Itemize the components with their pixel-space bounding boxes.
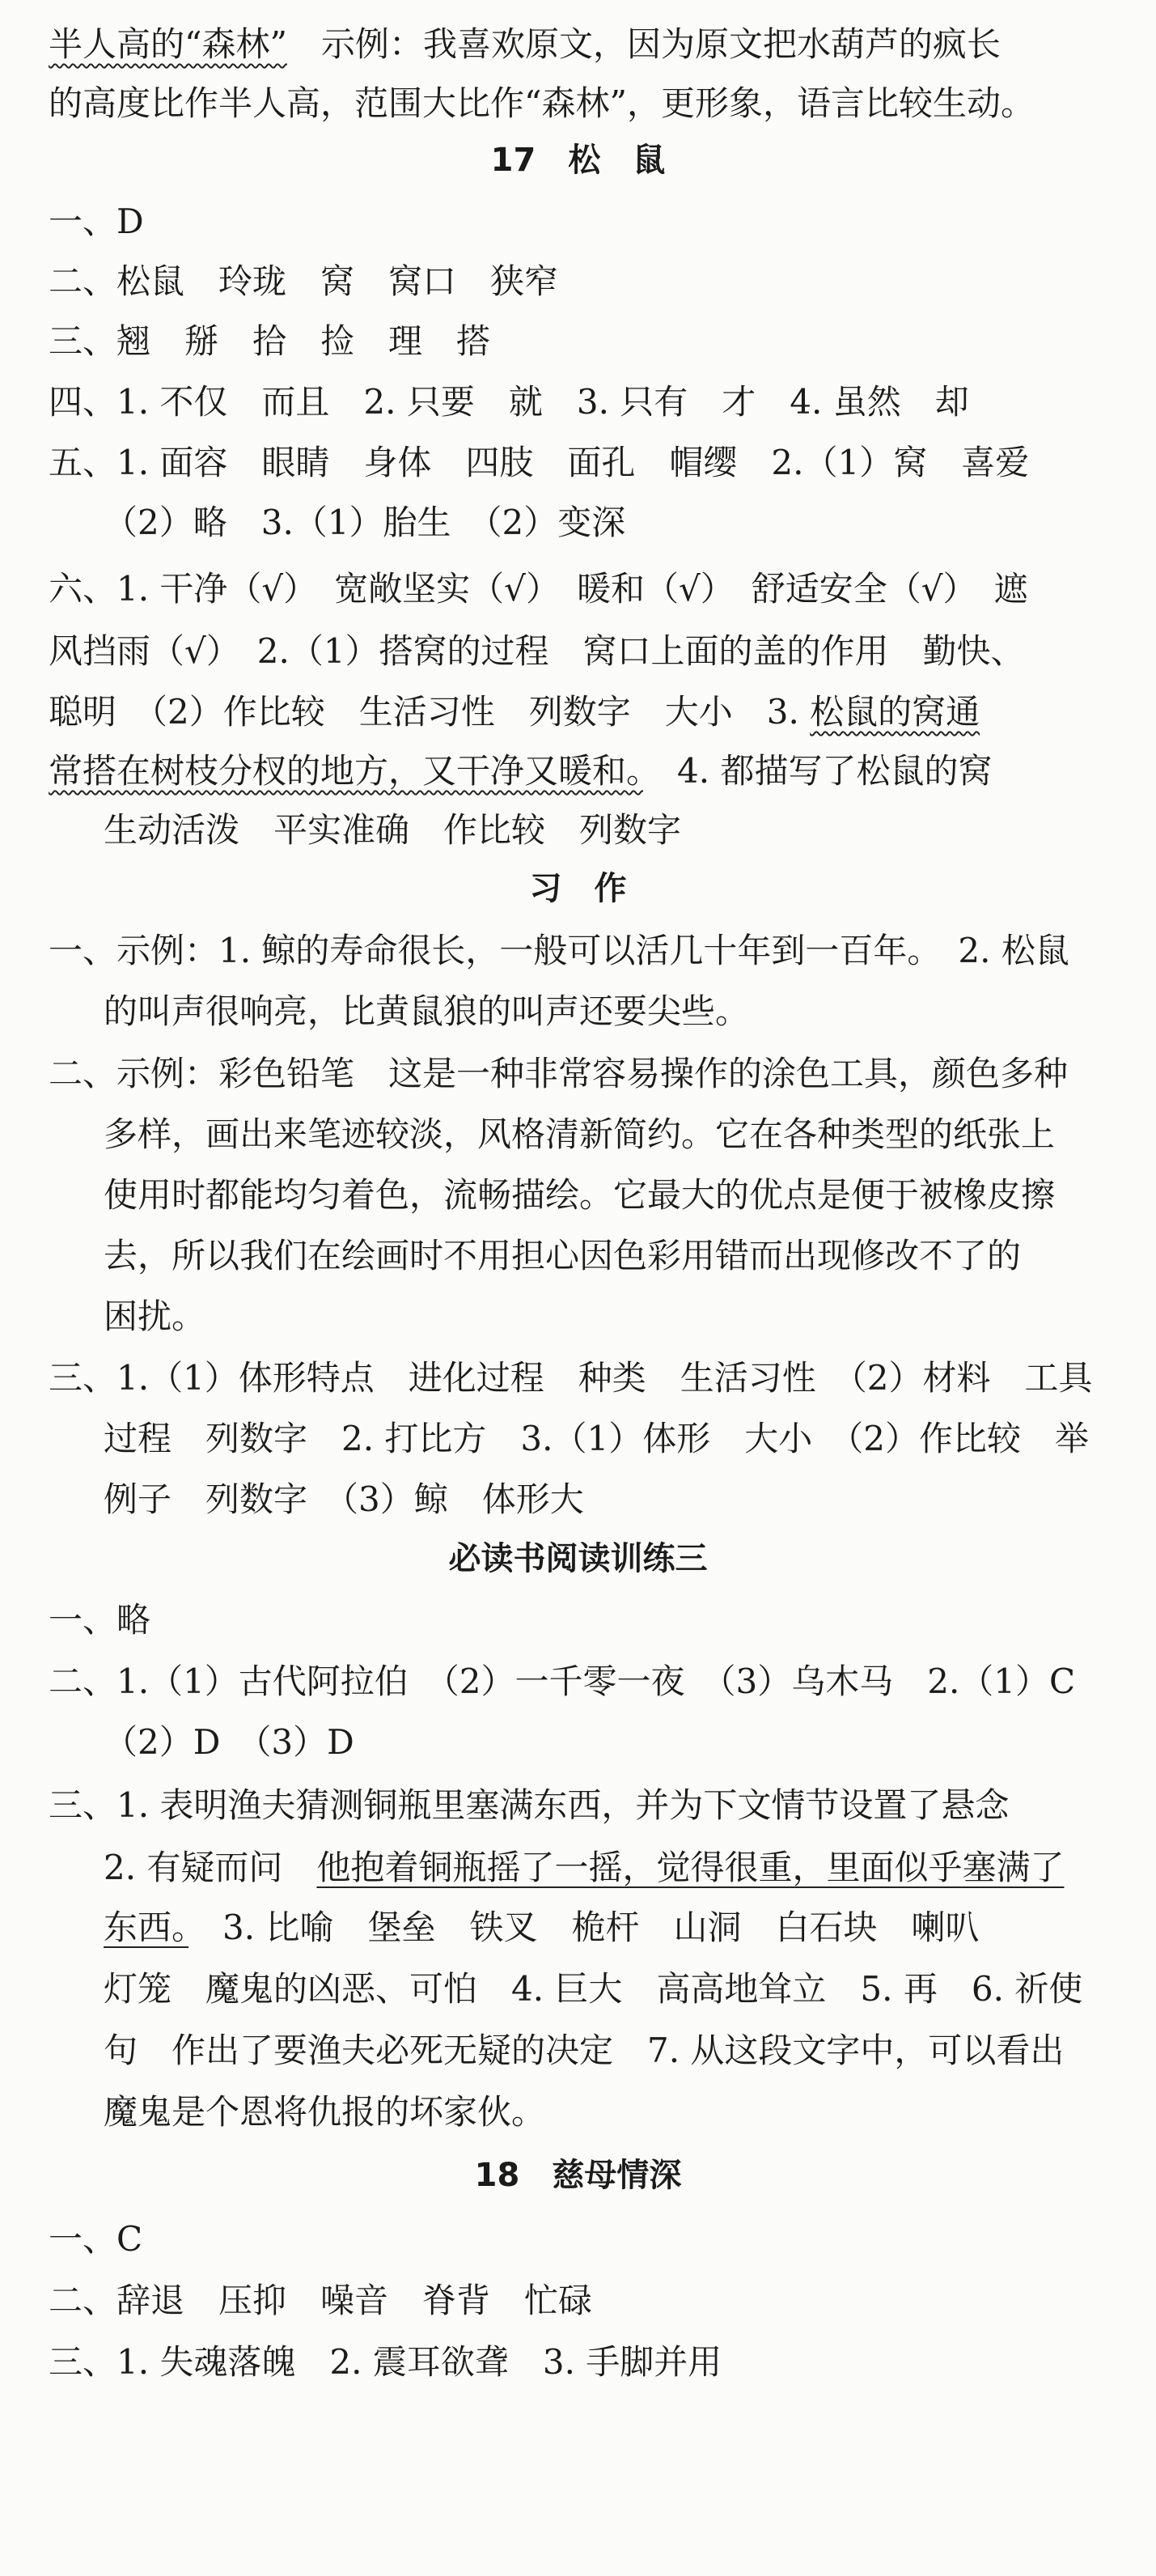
text-line: 六、1. 干净（√） 宽敞坚实（√） 暖和（√） 舒适安全（√） 遮 [49, 569, 1028, 609]
text-line: 风挡雨（√） 2.（1）搭窝的过程 窝口上面的盖的作用 勤快、 [49, 631, 1025, 671]
text-line: 2. 有疑而问 他抱着铜瓶摇了一摇，觉得很重，里面似乎塞满了 [104, 1848, 1065, 1887]
section-title: 习 作 [529, 870, 627, 907]
text-line: 二、辞退 压抑 噪音 脊背 忙碌 [49, 2281, 593, 2320]
section-title: 18 慈母情深 [474, 2157, 682, 2194]
text-line: 困扰。 [104, 1296, 206, 1336]
text-line: 东西。 3. 比喻 堡垒 铁叉 桅杆 山洞 白石块 喇叭 [104, 1908, 980, 1947]
wavy-underlined-quote: 半人高的“森林” [49, 24, 287, 64]
text-line: 生动活泼 平实准确 作比较 列数字 [104, 810, 682, 850]
text-line: 三、1. 失魂落魄 2. 震耳欲聋 3. 手脚并用 [49, 2342, 722, 2382]
text-line: 一、示例：1. 鲸的寿命很长，一般可以活几十年到一百年。 2. 松鼠 [49, 931, 1069, 970]
text-line: 句 作出了要渔夫必死无疑的决定 7. 从这段文字中，可以看出 [104, 2031, 1065, 2070]
text-line: 例子 列数字 （3）鲸 体形大 [104, 1479, 584, 1519]
text-line: 魔鬼是个恩将仇报的坏家伙。 [104, 2092, 546, 2132]
text-line: 灯笼 魔鬼的凶恶、可怕 4. 巨大 高高地耸立 5. 再 6. 祈使 [104, 1969, 1083, 2009]
text-line: 五、1. 面容 眼睛 身体 四肢 面孔 帽缨 2.（1）窝 喜爱 [49, 443, 1030, 482]
text-line: 聪明 （2）作比较 生活习性 列数字 大小 3. 松鼠的窝通 [49, 692, 980, 732]
text-line: 去，所以我们在绘画时不用担心因色彩用错而出现修改不了的 [104, 1236, 1022, 1275]
text-line: 一、C [49, 2219, 143, 2259]
text-line: 一、略 [49, 1600, 151, 1640]
text-line: 二、松鼠 玲珑 窝 窝口 狭窄 [49, 261, 559, 301]
text-line: 的叫声很响亮，比黄鼠狼的叫声还要尖些。 [104, 991, 750, 1031]
wavy-underlined-answer: 松鼠的窝通 [810, 692, 980, 732]
wavy-underlined-answer: 常搭在树枝分杈的地方，又干净又暖和。 [49, 751, 644, 791]
text-line: （2）略 3.（1）胎生 （2）变深 [104, 503, 626, 542]
text-line: 三、1.（1）体形特点 进化过程 种类 生活习性 （2）材料 工具 [49, 1358, 1093, 1398]
section-title: 17 松 鼠 [490, 142, 666, 179]
text-line: 二、示例：彩色铅笔 这是一种非常容易操作的涂色工具，颜色多种 [49, 1054, 1069, 1093]
text-line: 四、1. 不仅 而且 2. 只要 就 3. 只有 才 4. 虽然 却 [49, 382, 969, 422]
text-line: 一、D [49, 202, 144, 241]
underlined-answer: 他抱着铜瓶摇了一摇，觉得很重，里面似乎塞满了 [316, 1848, 1065, 1887]
text-line: 三、1. 表明渔夫猜测铜瓶里塞满东西，并为下文情节设置了悬念 [49, 1785, 1010, 1825]
section-title: 必读书阅读训练三 [448, 1540, 708, 1577]
text-line: 的高度比作半人高，范围大比作“森林”，更形象，语言比较生动。 [49, 83, 1035, 123]
text-line: （2）D （3）D [104, 1722, 354, 1762]
underlined-answer: 东西。 [104, 1908, 189, 1947]
text-line: 常搭在树枝分杈的地方，又干净又暖和。 4. 都描写了松鼠的窝 [49, 751, 993, 791]
text-line: 三、翘 掰 拾 捡 理 搭 [49, 321, 491, 361]
text-line: 使用时都能均匀着色，流畅描绘。它最大的优点是便于被橡皮擦 [104, 1175, 1056, 1215]
text-line: 多样，画出来笔迹较淡，风格清新简约。它在各种类型的纸张上 [104, 1114, 1056, 1154]
text-line: 二、1.（1）古代阿拉伯 （2）一千零一夜 （3）乌木马 2.（1）C [49, 1661, 1076, 1701]
text-line: 半人高的“森林” 示例：我喜欢原文，因为原文把水葫芦的疯长 [49, 24, 1001, 64]
text-line: 过程 列数字 2. 打比方 3.（1）体形 大小 （2）作比较 举 [104, 1419, 1089, 1458]
